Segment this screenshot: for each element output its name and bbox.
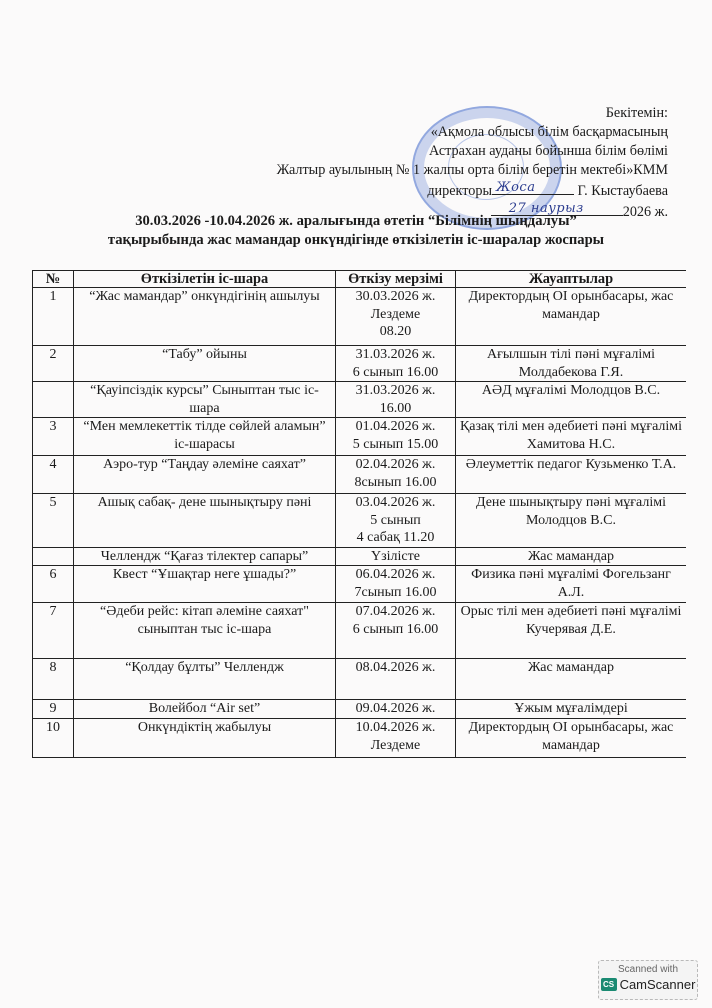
date-line: 6 сынып 16.00 [352,621,439,637]
approval-block [277,104,668,222]
table-row [33,547,687,566]
date-line: 01.04.2026 ж. [355,419,436,434]
cell-date [336,719,456,758]
date-line: 06.04.2026 ж. [355,567,436,582]
cell-event: “Әдеби рейс: кітап әлеміне саяхат" сыныптан тыс іс-шара [74,603,336,659]
cell-date [336,288,456,346]
cell-date [336,346,456,382]
signature: Жоса [495,180,536,195]
approval-line: Астрахан ауданы бойынша білім бөлімі [428,143,668,159]
table-row [33,700,687,719]
cell-date [336,603,456,659]
cell-event: “Жас мамандар” онкүндігінің ашылуы [74,288,336,346]
date-line: 07.04.2026 ж. [355,604,436,619]
cell-event: Онкүндіктің жабылуы [74,719,336,758]
camscanner-watermark [598,960,698,1000]
header-event: Өткізілетін іс-шара [74,271,336,288]
cell-number: 1 [33,288,74,346]
cell-date [336,382,456,418]
table-row [33,566,687,603]
cell-responsible: Жас мамандар [456,659,687,700]
handwritten-date: 27 наурыз [508,201,584,216]
date-line: 10.04.2026 ж. [355,720,436,735]
date-line: 5 сынып [370,512,421,528]
table-row [33,659,687,700]
table-row [33,603,687,659]
title-line-1: 30.03.2026 -10.04.2026 ж. аралығында өтетін “Білімнің шыңдалуы” [135,213,577,229]
cell-event: Квест “Ұшақтар неге ұшады?” [74,566,336,603]
cell-responsible: Ұжым мұғалімдері [456,700,687,719]
director-name: Г. Кыстаубаева [577,183,668,199]
date-line: 09.04.2026 ж. [355,701,436,716]
date-line: Үзілісте [371,548,420,564]
director-line [277,180,668,201]
table-row [33,382,687,418]
cell-responsible: Директордың ОІ орынбасары, жас мамандар [456,719,687,758]
cell-date [336,700,456,719]
cell-responsible: Физика пәні мұғалімі Фогельзанг А.Л. [456,566,687,603]
cell-responsible: Директордың ОІ орынбасары, жас мамандар [456,288,687,346]
date-line: 08.04.2026 ж. [355,660,436,675]
cell-event: Аэро-тур “Таңдау әлеміне саяхат” [74,456,336,494]
cell-number [33,382,74,418]
cell-date [336,566,456,603]
cell-responsible: Жас мамандар [456,547,687,566]
cell-event: Волейбол “Air set” [74,700,336,719]
table-row [33,418,687,456]
approval-year: 2026 ж. [622,204,668,220]
date-line: 6 сынып 16.00 [352,364,439,380]
cell-number: 3 [33,418,74,456]
date-line: 02.04.2026 ж. [355,457,436,472]
header-responsible: Жауаптылар [456,271,687,288]
table-row [33,288,687,346]
table-header-row [33,271,687,288]
table-row [33,346,687,382]
cell-number [33,547,74,566]
watermark-brand: CamScanner [619,977,696,992]
cell-event: “Қауіпсіздік курсы” Сыныптан тыс іс-шара [74,382,336,418]
watermark-caption: Scanned with [617,964,679,975]
date-line: 31.03.2026 ж. [355,383,436,398]
cell-date [336,418,456,456]
cell-number: 9 [33,700,74,719]
date-line: 16.00 [379,400,412,416]
date-line: 30.03.2026 ж. [355,289,436,304]
cell-number: 10 [33,719,74,758]
cell-date [336,456,456,494]
date-line: 7сынып 16.00 [354,584,437,600]
date-line: 8сынып 16.00 [354,474,437,490]
title-line-2: тақырыбында жас мамандар онкүндігінде өткізілетін іс-шаралар жоспары [107,232,605,248]
signature-field [492,180,574,195]
cell-responsible: Орыс тілі мен әдебиеті пәні мұғалімі Кучерявая Д.Е. [456,603,687,659]
approval-line: Жалтыр ауылының № 1 жалпы орта білім беретін мектебі»КММ [276,162,668,178]
camscanner-logo-icon: CS [601,978,617,991]
cell-date [336,659,456,700]
table-row [33,719,687,758]
approval-line: Бекітемін: [605,105,668,121]
cell-number: 6 [33,566,74,603]
approval-line: «Ақмола облысы білім басқармасының [430,124,668,140]
cell-responsible: Қазақ тілі мен әдебиеті пәні мұғалімі Хамитова Н.С. [456,418,687,456]
document-title [0,212,712,250]
cell-number: 5 [33,494,74,548]
events-plan-table [32,270,686,758]
cell-event: Ашық сабақ- дене шынықтыру пәні [74,494,336,548]
date-line: Лездеме [370,737,421,753]
director-label: директоры [427,183,492,199]
cell-date [336,547,456,566]
date-line: Лездеме [370,306,421,322]
date-line: 03.04.2026 ж. [355,495,436,510]
cell-event: Челлендж “Қағаз тілектер сапары” [74,547,336,566]
table-row [33,494,687,548]
header-date: Өткізу мерзімі [336,271,456,288]
cell-number: 2 [33,346,74,382]
date-line: 08.20 [379,324,412,339]
cell-responsible: Ағылшын тілі пәні мұғалімі Молдабекова Г.Я. [456,346,687,382]
cell-number: 4 [33,456,74,494]
cell-number: 7 [33,603,74,659]
date-line: 5 сынып 15.00 [352,436,439,452]
header-number: № [33,271,74,288]
date-line: 31.03.2026 ж. [355,347,436,362]
cell-event: “Мен мемлекеттік тілде сөйлей аламын” іс-шарасы [74,418,336,456]
cell-number: 8 [33,659,74,700]
cell-event: “Қолдау бұлты” Челлендж [74,659,336,700]
date-line: 4 сабақ 11.20 [356,530,435,545]
cell-responsible: Әлеуметтік педагог Кузьменко Т.А. [456,456,687,494]
table-row [33,456,687,494]
cell-event: “Табу” ойыны [74,346,336,382]
cell-responsible: АӘД мұғалімі Молодцов В.С. [456,382,687,418]
cell-date [336,494,456,548]
cell-responsible: Дене шынықтыру пәні мұғалімі Молодцов В.С. [456,494,687,548]
